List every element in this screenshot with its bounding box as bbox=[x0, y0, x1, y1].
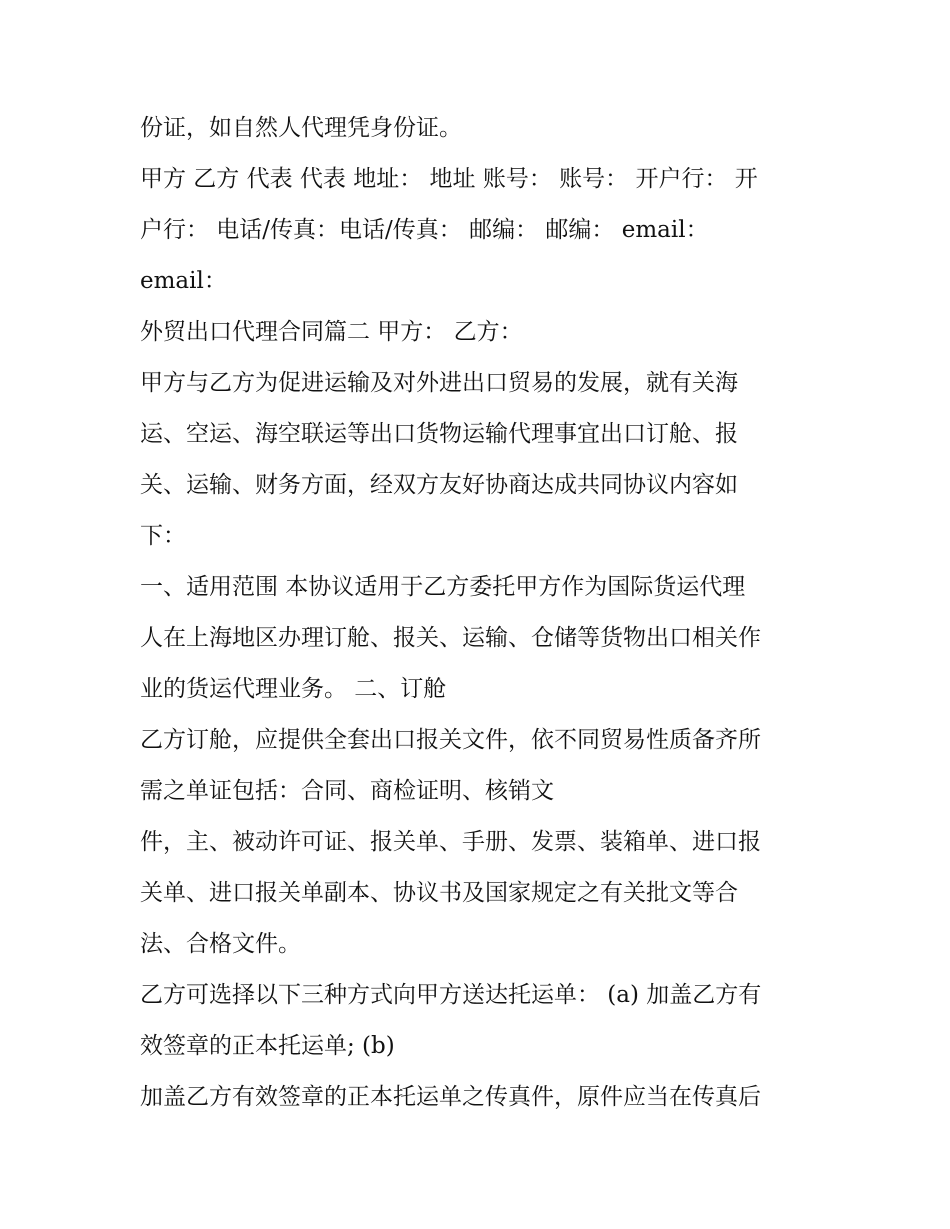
text-line: email： bbox=[140, 268, 227, 294]
text-line: 乙方订舱，应提供全套出口报关文件，依不同贸易性质备齐所 bbox=[140, 727, 761, 753]
text-line: 户行： 电话/传真：电话/传真： 邮编： 邮编： email： bbox=[140, 217, 709, 243]
text-line: 加盖乙方有效签章的正本托运单之传真件，原件应当在传真后 bbox=[140, 1084, 761, 1110]
text-line: 甲方 乙方 代表 代表 地址： 地址 账号： 账号： 开户行： 开 bbox=[140, 166, 758, 192]
text-line: 份证，如自然人代理凭身份证。 bbox=[140, 115, 462, 141]
text-line: 法、合格文件。 bbox=[140, 931, 301, 957]
text-line: 关、运输、财务方面，经双方友好协商达成共同协议内容如 bbox=[140, 472, 738, 498]
text-line: 需之单证包括：合同、商检证明、核销文 bbox=[140, 778, 554, 804]
text-line: 件，主、被动许可证、报关单、手册、发票、装箱单、进口报 bbox=[140, 829, 761, 855]
text-line: 一、适用范围 本协议适用于乙方委托甲方作为国际货运代理 bbox=[140, 574, 746, 600]
text-line: 关单、进口报关单副本、协议书及国家规定之有关批文等合 bbox=[140, 880, 738, 906]
text-line: 人在上海地区办理订舱、报关、运输、仓储等货物出口相关作 bbox=[140, 625, 761, 651]
text-line: 运、空运、海空联运等出口货物运输代理事宜出口订舱、报 bbox=[140, 421, 738, 447]
document-body bbox=[140, 103, 820, 1123]
section-heading: 外贸出口代理合同篇二 甲方： 乙方： bbox=[140, 319, 523, 345]
text-line: 乙方可选择以下三种方式向甲方送达托运单： (a) 加盖乙方有 bbox=[140, 982, 762, 1008]
text-line: 下： bbox=[140, 523, 186, 549]
text-line: 效签章的正本托运单; (b) bbox=[140, 1033, 395, 1059]
text-line: 甲方与乙方为促进运输及对外进出口贸易的发展，就有关海 bbox=[140, 370, 738, 396]
text-line: 业的货运代理业务。 二、订舱 bbox=[140, 676, 447, 702]
